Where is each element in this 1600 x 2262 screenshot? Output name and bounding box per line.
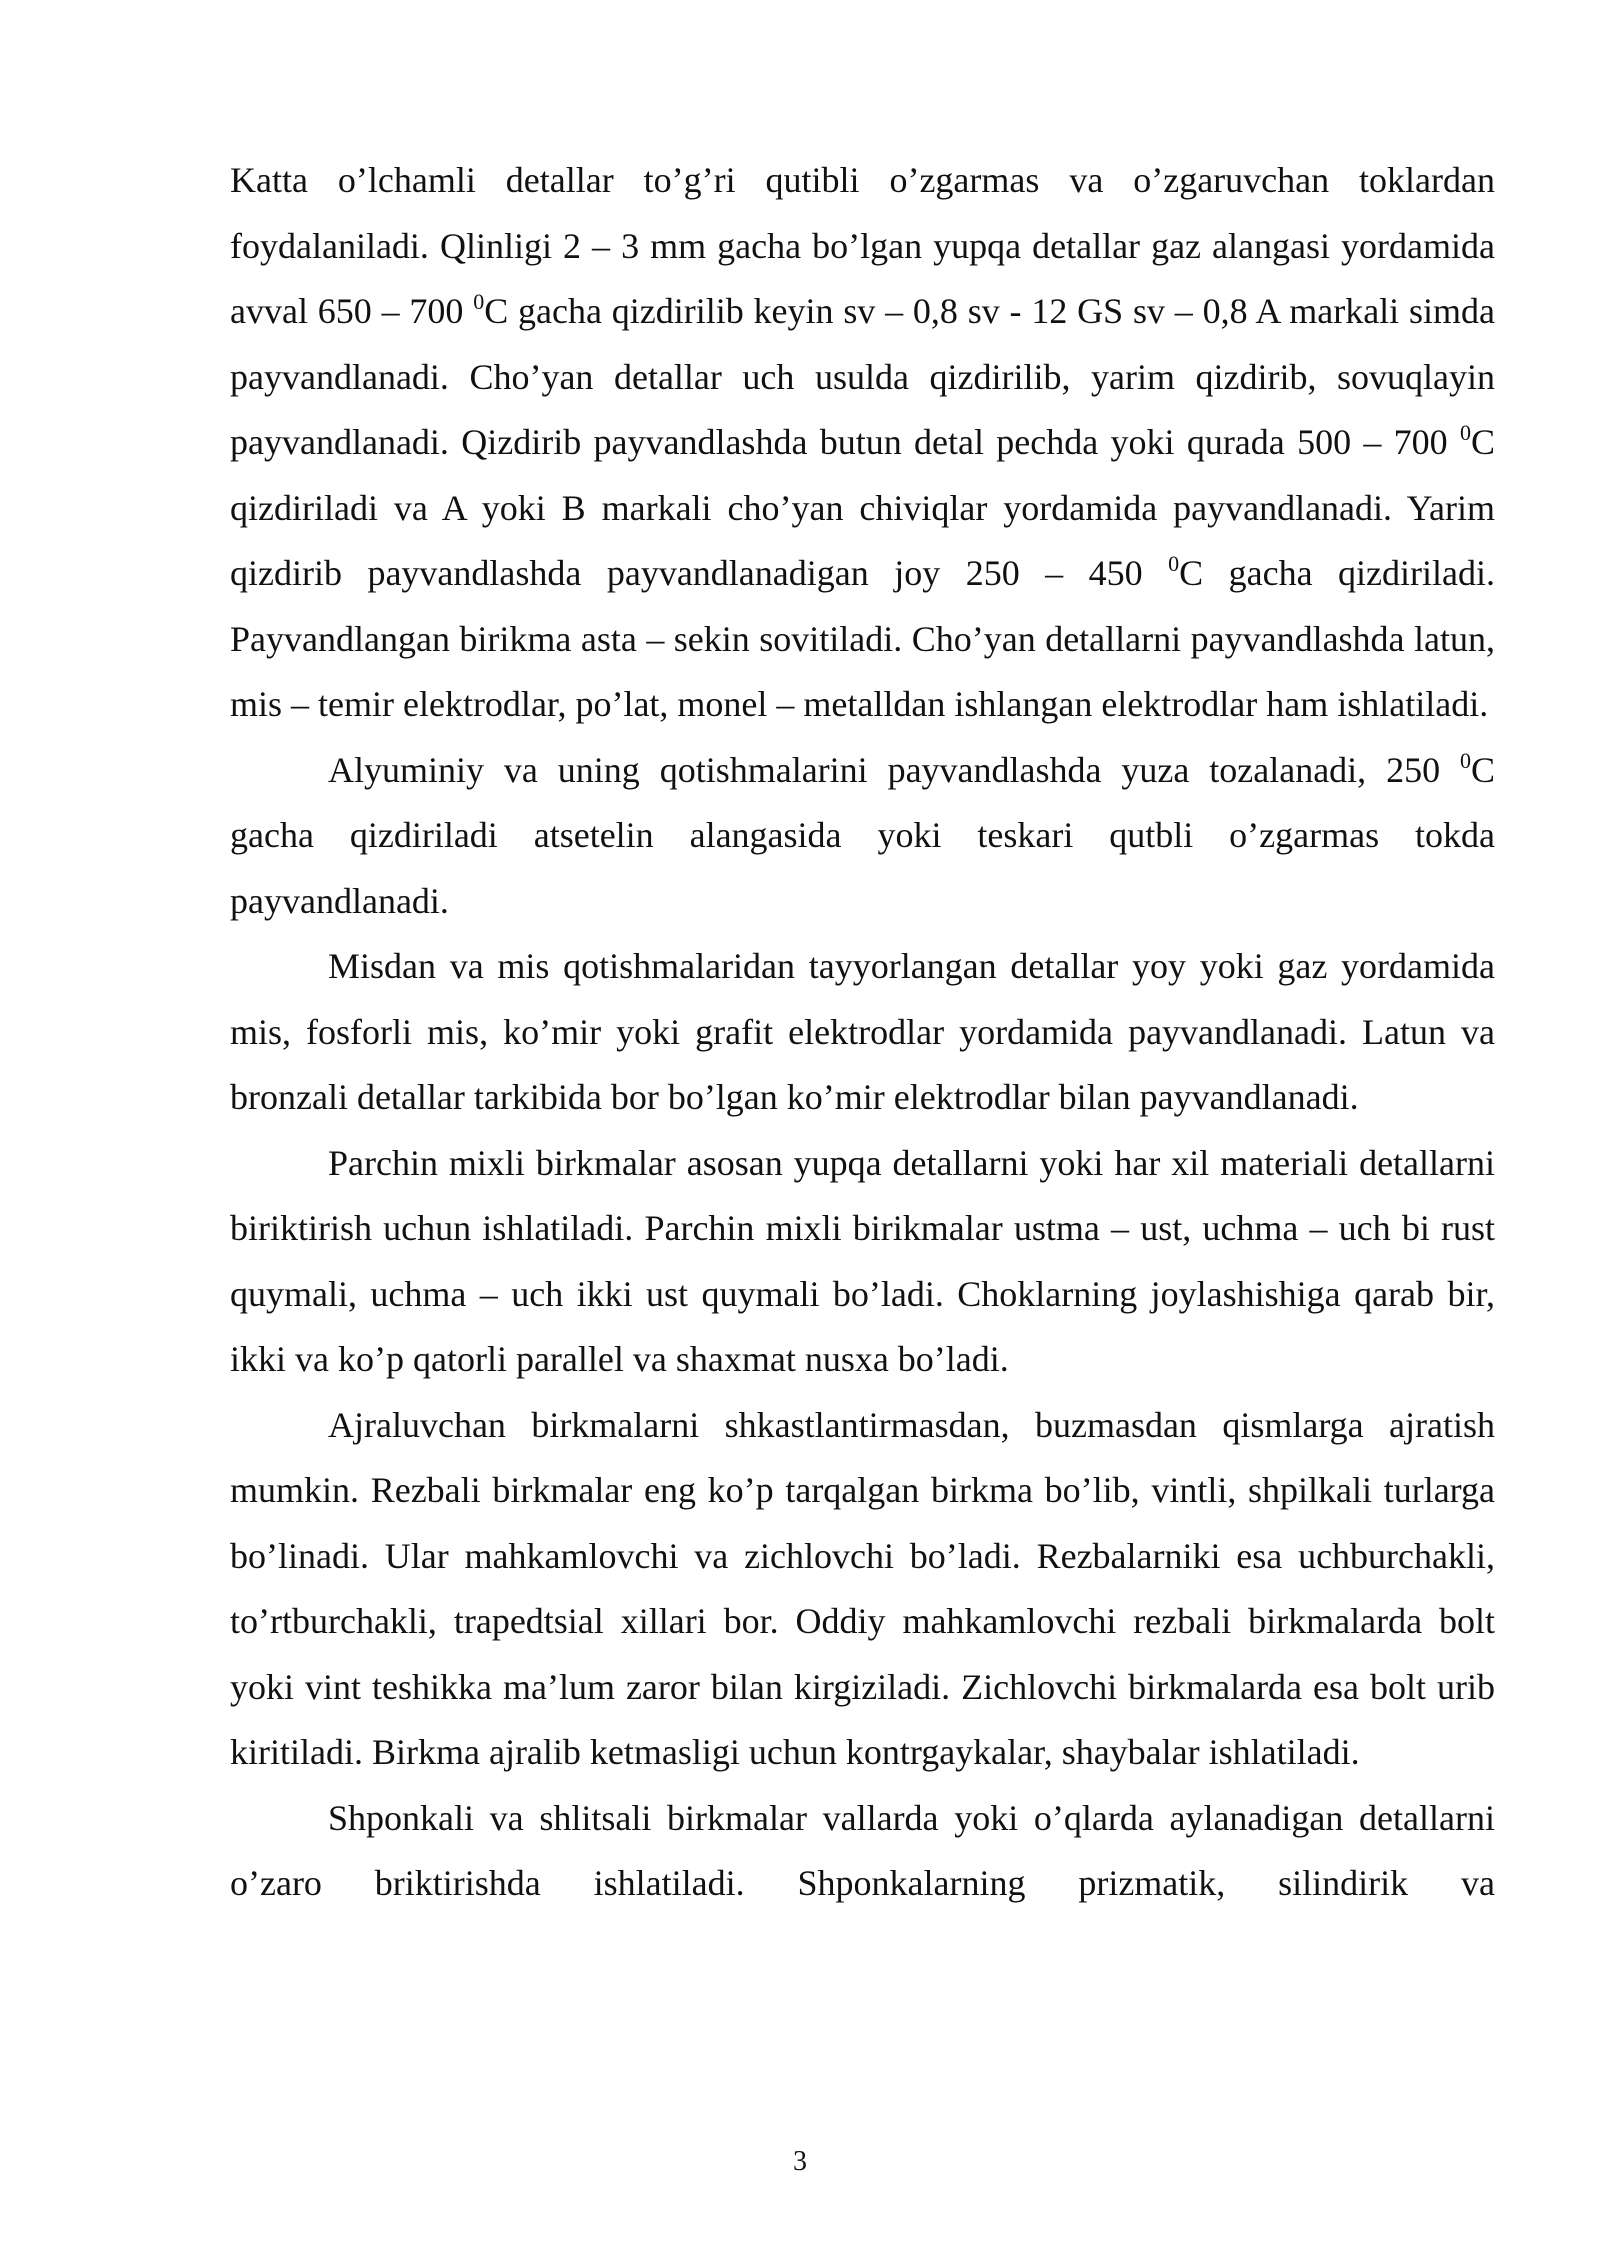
text-run: Katta o’lchamli detallar to’g’ri qutibli o’zgarmas va o’zgaruvchan toklardan foydalaniladi. Qlinligi 2 – 3 mm gacha bo’lgan yupqa detallar gaz alangasi yordamida avval 650 – 700 xyxy=(230,160,1495,331)
paragraph-p1 xyxy=(230,148,1495,738)
paragraph-p3 xyxy=(230,934,1495,1131)
text-run: C qizdiriladi va A yoki B markali cho’yan chiviqlar yordamida payvandlanadi. Yarim qizdirib payvandlashda payvandlanadigan joy 250 – 450 xyxy=(230,422,1495,593)
degree-superscript: 0 xyxy=(1459,420,1471,445)
text-run: C gacha qizdiriladi atsetelin alangasida yoki teskari qutbli o’zgarmas tokda payvandlanadi. xyxy=(230,749,1495,921)
paragraph-p6 xyxy=(230,1786,1495,1917)
degree-superscript: 0 xyxy=(473,289,485,314)
text-run: Shponkali va shlitsali birkmalar vallarda yoki o’qlarda aylanadigan detallarni o’zaro briktirishda ishlatiladi. Shponkalarning prizmatik, silindirik va xyxy=(230,1797,1495,1903)
text-run: Misdan va mis qotishmalaridan tayyorlangan detallar yoy yoki gaz yordamida mis, fosforli mis, ko’mir yoki grafit elektrodlar yordamida payvandlanadi. Latun va bronzali detallar tarkibida bor bo’lgan ko’mir elektrodlar bilan payvandlanadi. xyxy=(230,946,1495,1117)
text-run: Alyuminiy va uning qotishmalarini payvandlashda yuza tozalanadi, 250 xyxy=(328,749,1460,790)
text-run: Ajraluvchan birkmalarni shkastlantirmasdan, buzmasdan qismlarga ajratish mumkin. Rezbali birkmalar eng ko’p tarqalgan birkma bo’lib, vintli, shpilkali turlarga bo’linadi. Ular mahkamlovchi va zichlovchi bo’ladi. Rezbalarniki esa uchburchakli, to’rtburchakli, trapedtsial xillari bor. Oddiy mahkamlovchi rezbali birkmalarda bolt yoki vint teshikka ma’lum zaror bilan kirgiziladi. Zichlovchi birkmalarda esa bolt urib kiritiladi. Birkma ajralib ketmasligi uchun kontrgaykalar, shaybalar ishlatiladi. xyxy=(230,1404,1495,1772)
paragraph-p2 xyxy=(230,738,1495,935)
text-run: C gacha qizdiriladi. Payvandlangan birikma asta – sekin sovitiladi. Cho’yan detallarni payvandlashda latun, mis – temir elektrodlar, po’lat, monel – metalldan ishlangan elektrodlar ham ishlatiladi. xyxy=(230,553,1495,724)
text-run: Parchin mixli birkmalar asosan yupqa detallarni yoki har xil materiali detallarni biriktirish uchun ishlatiladi. Parchin mixli birikmalar ustma – ust, uchma – uch bi rust quymali, uchma – uch ikki ust quymali bo’ladi. Choklarning joylashishiga qarab bir, ikki va ko’p qatorli parallel va shaxmat nusxa bo’ladi. xyxy=(230,1142,1495,1379)
page-number: 3 xyxy=(793,2146,807,2177)
degree-superscript: 0 xyxy=(1459,747,1471,773)
document-body xyxy=(230,148,1495,1917)
paragraph-p5 xyxy=(230,1393,1495,1786)
paragraph-p4 xyxy=(230,1131,1495,1393)
text-run: C gacha qizdirilib keyin sv – 0,8 sv - 12 GS sv – 0,8 A markali simda payvandlanadi. Cho’yan detallar uch usulda qizdirilib, yarim qizdirib, sovuqlayin payvandlanadi. Qizdirib payvandlashda butun detal pechda yoki qurada 500 – 700 xyxy=(230,291,1495,462)
degree-superscript: 0 xyxy=(1168,551,1180,576)
